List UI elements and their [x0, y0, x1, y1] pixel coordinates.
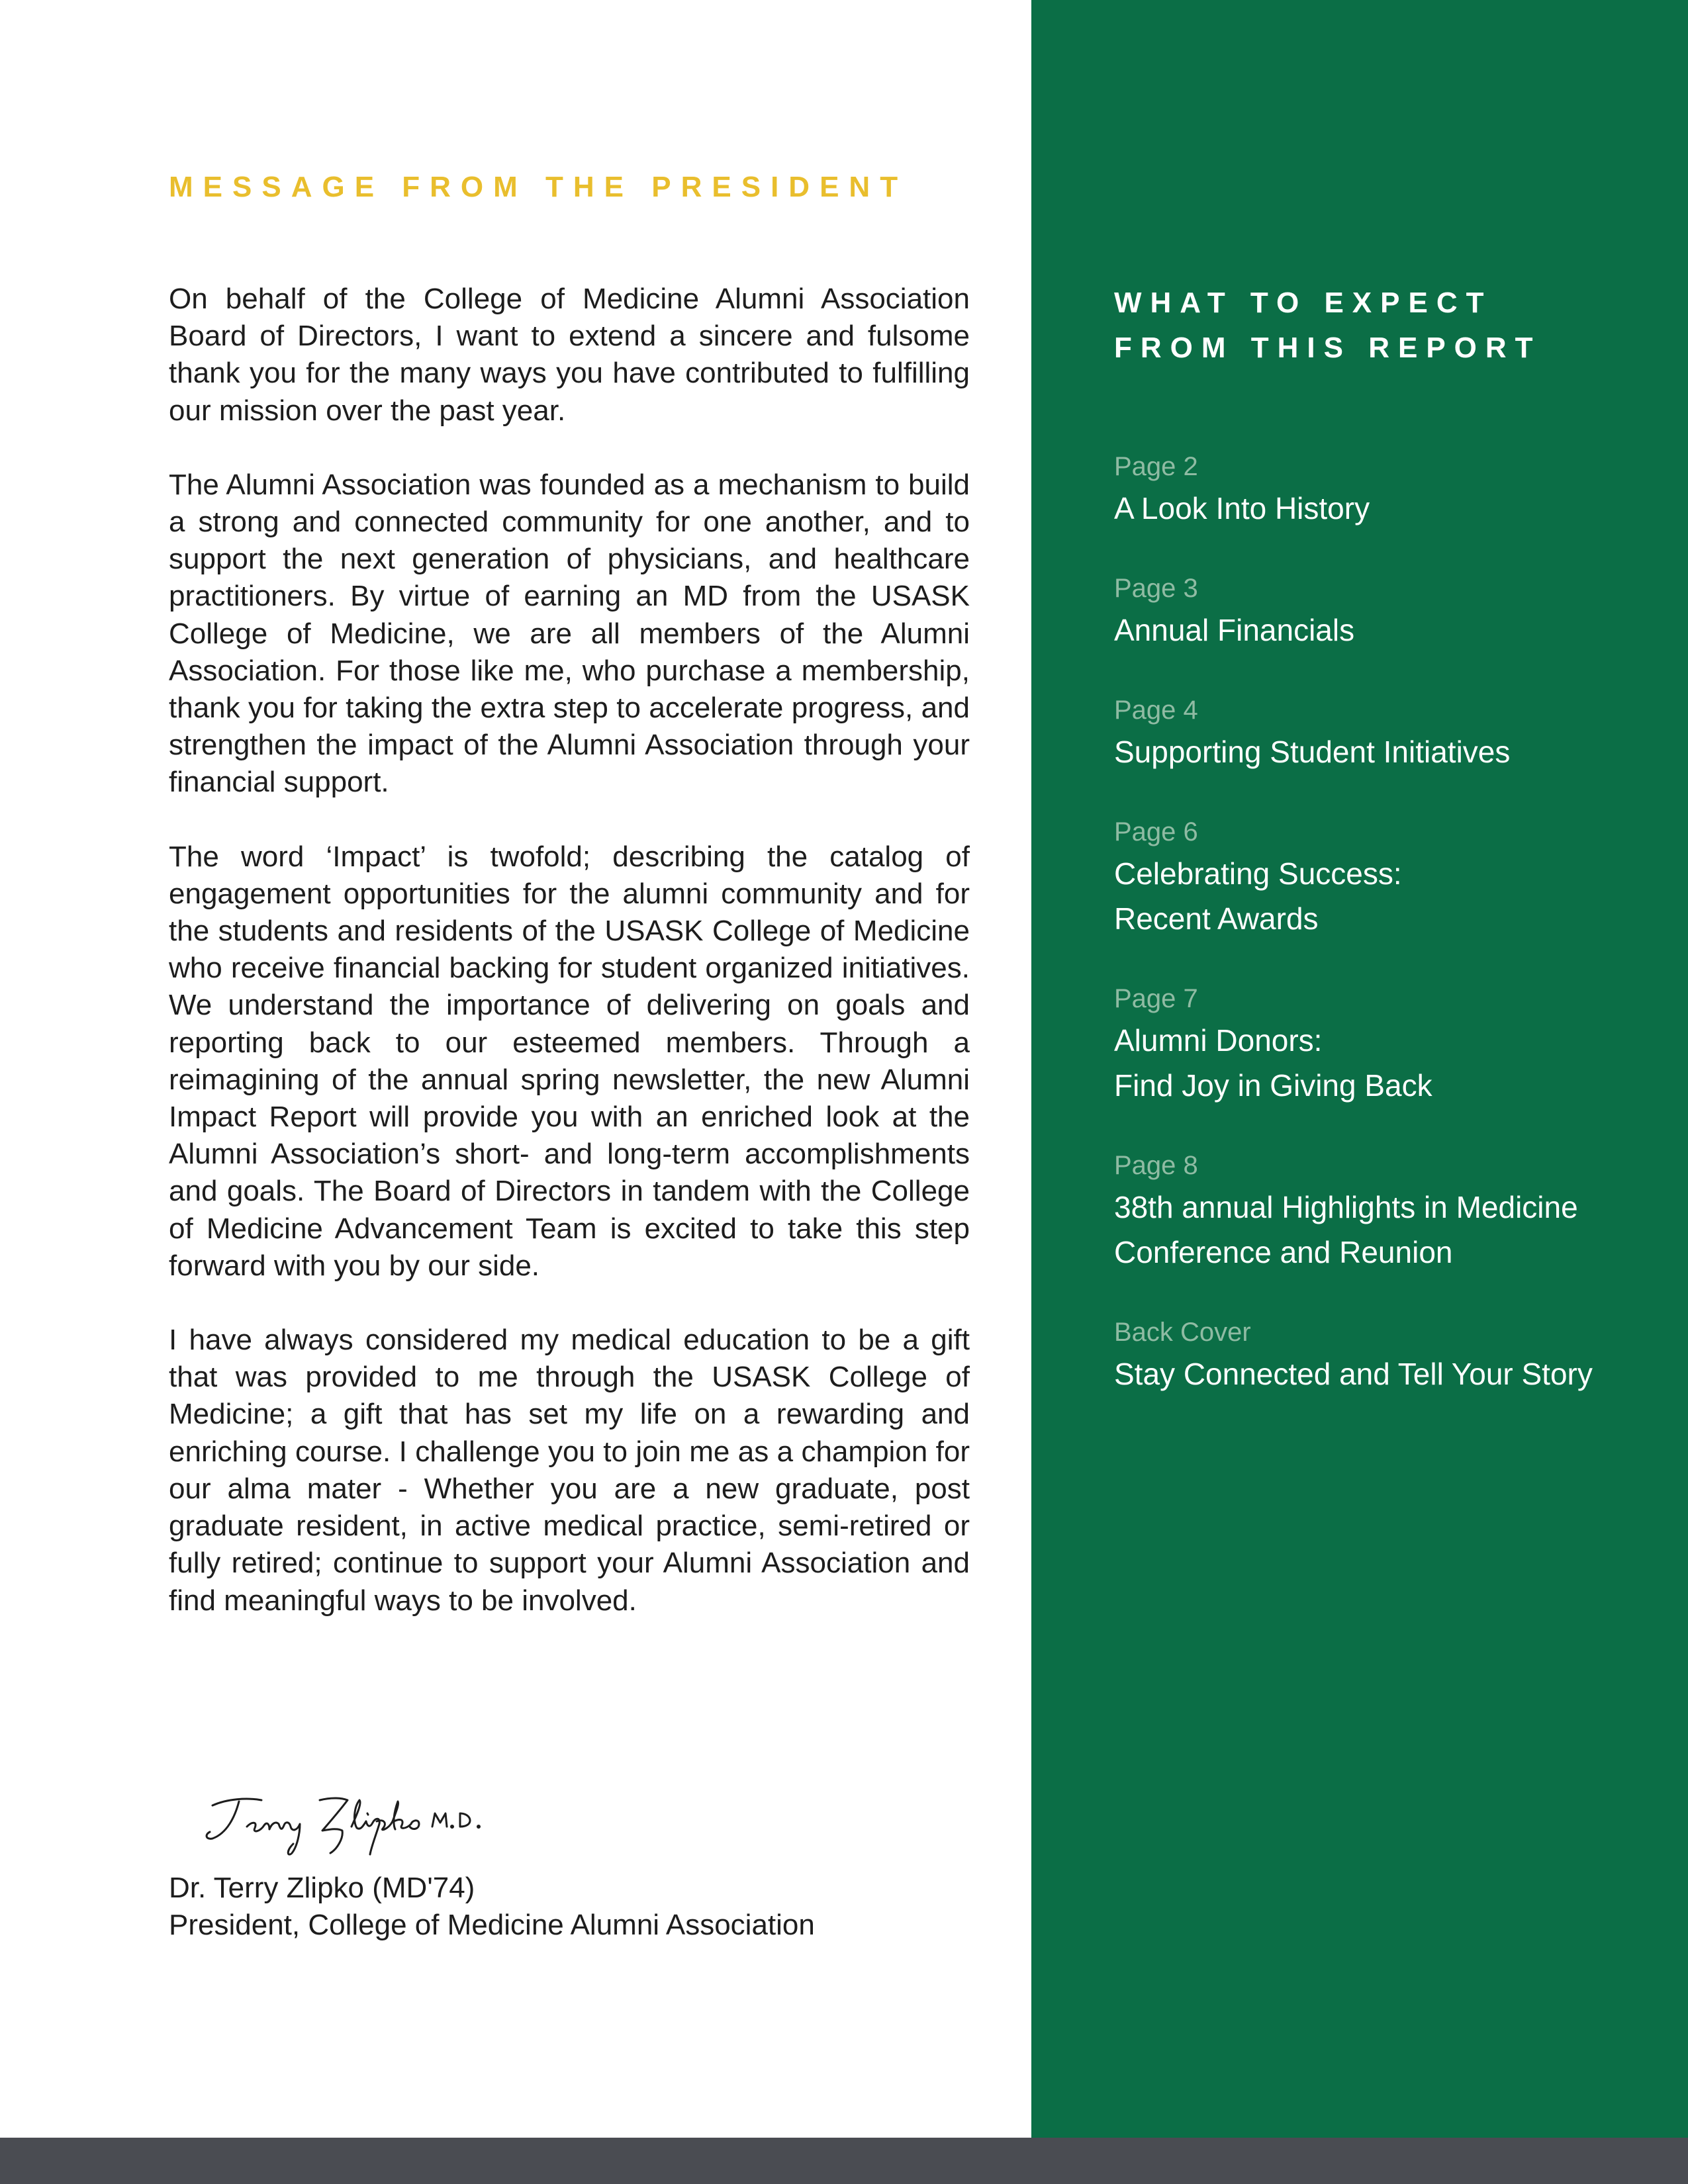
toc-item-stay-connected[interactable] — [1114, 1313, 1670, 1396]
toc-item-student-initiatives[interactable] — [1114, 691, 1670, 774]
toc-title: A Look Into History — [1114, 491, 1370, 525]
toc-title: Alumni Donors: — [1114, 1023, 1323, 1058]
sidebar-heading — [1114, 281, 1542, 371]
toc-title: Stay Connected and Tell Your Story — [1114, 1357, 1593, 1391]
sidebar-heading-line: WHAT TO EXPECT — [1114, 287, 1493, 319]
toc-page-number: Page 2 — [1114, 452, 1198, 481]
footer-bar — [0, 2138, 1688, 2184]
toc-page-number: Back Cover — [1114, 1318, 1251, 1347]
section-heading: MESSAGE FROM THE PRESIDENT — [169, 171, 908, 203]
toc-title: 38th annual Highlights in Medicine — [1114, 1190, 1578, 1224]
toc-page-number: Page 3 — [1114, 574, 1198, 603]
toc-page-number: Page 7 — [1114, 984, 1198, 1013]
message-paragraph: The word ‘Impact’ is twofold; describing the catalog of engagement opportunities for the alumni community and for the students and residents of the USASK College of Medicine who receive financial backing for student organized initiatives. We understand the importance of delivering on goals and reporting back to our esteemed members. Through a reimagining of the annual spring newsletter, the new Alumni Impact Report will provide you with an enriched look at the Alumni Association’s short- and long-term accomplishments and goals. The Board of Directors in tandem with the College of Medicine Advancement Team is excited to take this step forward with you by our side. — [169, 840, 970, 1282]
signer-title: President, College of Medicine Alumni Association — [169, 1909, 815, 1941]
signer-block — [169, 1870, 815, 1944]
toc-page-number: Page 6 — [1114, 817, 1198, 846]
report-contents-sidebar — [1031, 0, 1688, 2138]
toc-title: Find Joy in Giving Back — [1114, 1068, 1432, 1103]
message-paragraph: I have always considered my medical education to be a gift that was provided to me through the USASK College of Medicine; a gift that has set my life on a rewarding and enriching course. I challenge you to join me as a champion for our alma mater - Whether you are a new graduate, post graduate resident, in active medical practice, semi-retired or fully retired; continue to support your Alumni Association and find meaningful ways to be involved. — [169, 1324, 970, 1617]
toc-title: Celebrating Success: — [1114, 856, 1402, 891]
table-of-contents — [1114, 447, 1670, 1435]
handwritten-signature — [201, 1780, 545, 1860]
toc-title: Conference and Reunion — [1114, 1235, 1453, 1269]
toc-item-awards[interactable] — [1114, 813, 1670, 941]
signer-name: Dr. Terry Zlipko (MD'74) — [169, 1872, 475, 1904]
toc-item-history[interactable] — [1114, 447, 1670, 531]
message-body — [169, 281, 970, 1657]
message-paragraph: The Alumni Association was founded as a mechanism to build a strong and connected community for one another, and to support the next generation of physicians, and healthcare practitioners. By virtue of earning an MD from the USASK College of Medicine, we are all members of the Alumni Association. For those like me, who purchase a membership, thank you for taking the extra step to accelerate progress, and strengthen the impact of the Alumni Association through your financial support. — [169, 468, 970, 799]
toc-title: Recent Awards — [1114, 901, 1319, 936]
toc-title: Annual Financials — [1114, 613, 1355, 647]
toc-item-financials[interactable] — [1114, 569, 1670, 653]
toc-page-number: Page 4 — [1114, 696, 1198, 725]
sidebar-heading-line: FROM THIS REPORT — [1114, 332, 1542, 364]
message-paragraph: On behalf of the College of Medicine Alumni Association Board of Directors, I want to extend a sincere and fulsome thank you for the many ways you have contributed to fulfilling our mission over the past year. — [169, 283, 970, 427]
toc-item-conference[interactable] — [1114, 1146, 1670, 1275]
toc-title: Supporting Student Initiatives — [1114, 735, 1511, 769]
toc-item-donors[interactable] — [1114, 979, 1670, 1108]
toc-page-number: Page 8 — [1114, 1151, 1198, 1180]
